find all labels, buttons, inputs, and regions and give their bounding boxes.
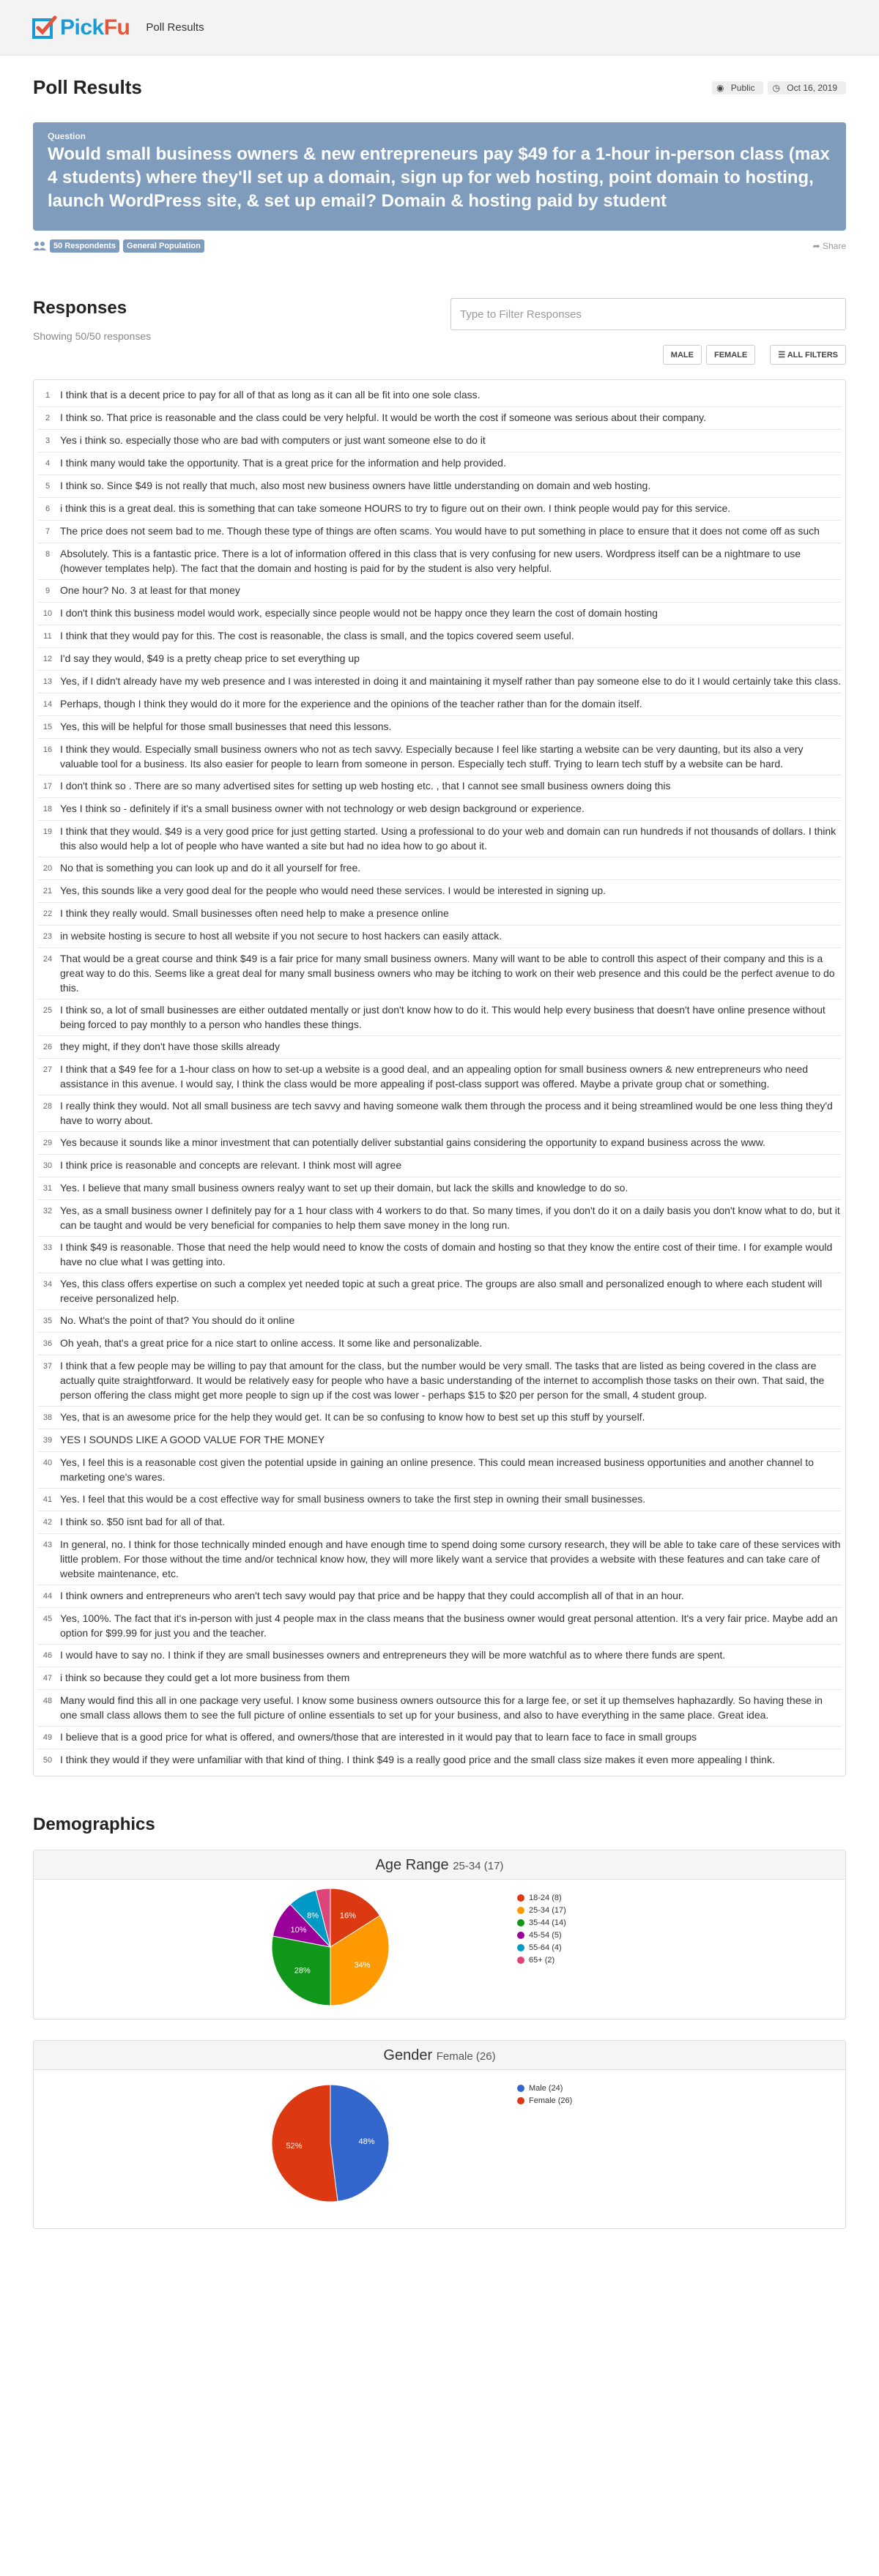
- response-number: 35: [42, 1317, 53, 1325]
- question-label: Question: [48, 131, 86, 141]
- response-number: 47: [42, 1674, 53, 1683]
- responses-list: [33, 379, 846, 1776]
- gender-panel: [33, 2040, 846, 2229]
- share-link[interactable]: ➦ Share: [812, 241, 846, 251]
- response-text: Yes, as a small business owner I definitely pay for a 1 hour class with 4 workers to do that. So many times, if you don't do it on a daily basis you don't know what to do, but it can be taught and would be very beneficial for companies to help them save money in the long run.: [60, 1205, 840, 1231]
- response-text: Absolutely. This is a fantastic price. There is a lot of information offered in this class that is very confusing for new users. Wordpress itself can be a nightmare to use (however templates help). The fact that the domain and hosting is paid for by the student is also very helpful.: [60, 548, 801, 574]
- response-item: [38, 1429, 841, 1452]
- response-text: Yes because it sounds like a minor investment that can potentially deliver substantial gains considering the opportunity to expand business across the www.: [60, 1136, 765, 1148]
- legend-swatch: [517, 1919, 524, 1927]
- response-text: in website hosting is secure to host all website if you not secure to host hackers can easily attack.: [60, 930, 502, 942]
- response-item: [38, 903, 841, 926]
- response-text: Yes, I feel this is a reasonable cost given the potential upside in gaining an online presence. This could mean increased business opportunities and another channel to marketing one's wares.: [60, 1456, 814, 1483]
- response-number: 4: [45, 459, 51, 468]
- legend-label: 55-64 (4): [529, 1943, 562, 1952]
- response-text: No that is something you can look up and do it all yourself for free.: [60, 862, 361, 874]
- response-number: 42: [42, 1518, 53, 1527]
- response-item: [38, 430, 841, 453]
- visibility-badge: ◉ Public: [712, 81, 764, 94]
- gender-pie-chart: [34, 2070, 845, 2228]
- legend-item[interactable]: [517, 1904, 566, 1916]
- response-text: Yes, this will be helpful for those small businesses that need this lessons.: [60, 721, 392, 732]
- response-number: 41: [42, 1495, 53, 1504]
- response-number: 12: [42, 655, 53, 663]
- response-number: 44: [42, 1592, 53, 1601]
- population-badge: General Population: [123, 239, 204, 253]
- response-number: 33: [42, 1243, 53, 1252]
- response-text: Perhaps, though I think they would do it more for the experience and the opinions of the teacher rather than for the domain itself.: [60, 698, 642, 710]
- legend-label: Male (24): [529, 2083, 563, 2093]
- legend-item[interactable]: [517, 1954, 566, 1966]
- response-text: I think they really would. Small businesses often need help to make a presence online: [60, 907, 449, 919]
- legend-label: 35-44 (14): [529, 1918, 566, 1927]
- pickfu-logo[interactable]: [32, 15, 130, 40]
- response-text: I think so. That price is reasonable and the class could be very helpful. It would be worth the cost if someone was serious about their company.: [60, 412, 706, 423]
- response-number: 16: [42, 745, 53, 754]
- response-text: Yes. I believe that many small business owners realyy want to set up their domain, but lack the skills and knowledge to do so.: [60, 1182, 628, 1194]
- response-text: i think this is a great deal. this is something that can take someone HOURS to try to figure out on their own. I think people would pay for this service.: [60, 502, 731, 514]
- response-text: I believe that is a good price for what is offered, and owners/those that are interested in it would pay that to learn face to face in small groups: [60, 1731, 697, 1743]
- filter-responses-input[interactable]: [450, 298, 846, 330]
- response-text: I think owners and entrepreneurs who aren't tech savy would pay that price and be happy that they could accomplish all of that in an hour.: [60, 1590, 684, 1601]
- logo-check-icon: [32, 15, 57, 40]
- pie-slice-label: 16%: [339, 1911, 356, 1921]
- female-filter-button[interactable]: FEMALE: [706, 345, 755, 365]
- response-item: [38, 498, 841, 521]
- filter-icon: ☰: [778, 351, 786, 360]
- response-item: [38, 1155, 841, 1177]
- response-text: Oh yeah, that's a great price for a nice start to online access. It some like and personalizable.: [60, 1337, 483, 1349]
- response-text: That would be a great course and think $49 is a fair price for many small business owners. Many will want to be able to controll this aspect of their company and this is a great way to do this. Seems like a great deal for many small business owners who may be itching to work on their web presence and this could be the perfect avenue to do this.: [60, 953, 835, 994]
- response-text: I think so, a lot of small businesses are either outdated mentally or just don't know how to do it. This would help every business that doesn't have online presence without being forced to pay monthly to a person who handles these things.: [60, 1004, 826, 1030]
- response-item: [38, 384, 841, 407]
- response-number: 21: [42, 887, 53, 896]
- response-item: [38, 1407, 841, 1429]
- response-number: 15: [42, 723, 53, 732]
- response-item: [38, 1534, 841, 1585]
- response-text: No. What's the point of that? You should do it online: [60, 1314, 295, 1326]
- response-text: I don't think so . There are so many advertised sites for setting up web hosting etc. , that I cannot see small business owners doing this: [60, 780, 671, 792]
- response-text: i think so because they could get a lot more business from them: [60, 1672, 350, 1683]
- date-badge: ◷ Oct 16, 2019: [768, 81, 846, 94]
- legend-item[interactable]: [517, 1929, 566, 1941]
- response-number: 14: [42, 700, 53, 709]
- response-text: I think that a few people may be willing to pay that amount for the class, but the number would be very small. The tasks that are listed as being covered in the class are actually quite straightforward. It would be relatively easy for people who have a basic understanding of the internet to accomplish those tasks on their own. That said, the person offering the class might get more people to sign up if the cost was lower - perhaps $15 to $20 per person for the small, 4 student group.: [60, 1360, 825, 1401]
- gender-legend: [517, 2082, 572, 2107]
- response-number: 46: [42, 1651, 53, 1660]
- response-text: I think that is a decent price to pay for all of that as long as it can all be fit into one sole class.: [60, 389, 481, 401]
- response-item: [38, 1177, 841, 1200]
- pie-slice-label: 48%: [358, 2137, 375, 2146]
- question-card: [33, 122, 846, 231]
- response-number: 7: [45, 527, 51, 536]
- response-text: I would have to say no. I think if they are small businesses owners and entrepreneurs they will be more watchful as to where there funds are spent.: [60, 1649, 726, 1661]
- response-text: I think that a $49 fee for a 1-hour class on how to set-up a website is a good deal, and an appealing option for small business owners & new entrepreneurs who need assistance in this avenue. I would say, I think the class would be more appealing if post-class support was offered. Maybe a private group chat or something.: [60, 1063, 809, 1090]
- response-number: 25: [42, 1006, 53, 1015]
- response-item: [38, 693, 841, 716]
- logo-wordmark: PickFu: [60, 15, 130, 40]
- response-text: The price does not seem bad to me. Though these type of things are often scams. You would have to put something in place to ensure that it does not come off as such: [60, 525, 820, 537]
- response-text: Yes. I feel that this would be a cost effective way for small business owners to take the first step in owning their small businesses.: [60, 1493, 646, 1505]
- response-item: [38, 1489, 841, 1511]
- response-item: [38, 1273, 841, 1310]
- response-number: 43: [42, 1541, 53, 1549]
- response-text: they might, if they don't have those skills already: [60, 1041, 280, 1052]
- response-text: Yes, 100%. The fact that it's in-person with just 4 people max in the class means that the business owner would great personal attention. It's a very fair price. Maybe add an option for $99.99 for just you and the teacher.: [60, 1612, 838, 1639]
- legend-label: 18-24 (8): [529, 1893, 562, 1902]
- response-number: 29: [42, 1139, 53, 1147]
- response-item: [38, 1132, 841, 1155]
- response-item: [38, 1059, 841, 1095]
- legend-swatch: [517, 1907, 524, 1914]
- legend-item[interactable]: [517, 2082, 572, 2094]
- response-text: Yes, this class offers expertise on such a complex yet needed topic at such a great price. The groups are also small and personalized enough to where each student will receive personalized help.: [60, 1278, 823, 1304]
- age-range-heading: Age Range 25-34 (17): [34, 1850, 845, 1880]
- response-text: I think they would. Especially small business owners who not as tech savvy. Especially because I feel like starting a website can be very daunting, but its also a very valuable tool for a business. Its also easier for people to learn from someone in person. Especially tech stuff. Trying to learn tech stuff by a website can be hard.: [60, 743, 804, 770]
- legend-label: 65+ (2): [529, 1955, 555, 1965]
- response-item: [38, 1310, 841, 1333]
- response-item: [38, 1727, 841, 1749]
- response-number: 34: [42, 1280, 53, 1289]
- response-item: [38, 926, 841, 948]
- response-number: 19: [42, 827, 53, 836]
- response-number: 37: [42, 1362, 53, 1371]
- response-item: [38, 798, 841, 821]
- response-text: Yes I think so - definitely if it's a small business owner with not technology or web design background or experience.: [60, 803, 585, 814]
- response-text: YES I SOUNDS LIKE A GOOD VALUE FOR THE MONEY: [60, 1434, 325, 1445]
- response-number: 5: [45, 482, 51, 491]
- gender-heading: Gender Female (26): [34, 2041, 845, 2070]
- response-number: 50: [42, 1756, 53, 1765]
- response-number: 2: [45, 414, 51, 422]
- response-number: 28: [42, 1102, 53, 1111]
- response-item: [38, 775, 841, 798]
- page-title: Poll Results: [33, 76, 142, 98]
- response-number: 26: [42, 1043, 53, 1051]
- response-number: 20: [42, 864, 53, 873]
- response-item: [38, 1200, 841, 1237]
- age-range-legend: [517, 1891, 566, 1966]
- responses-title: Responses: [33, 298, 127, 318]
- legend-item[interactable]: [517, 1891, 566, 1904]
- legend-swatch: [517, 1894, 524, 1902]
- response-text: Many would find this all in one package very useful. I know some business owners outsource this for a large fee, or set it up themselves haphazardly. So having these in one small class allows them to see the full picture of online essentials to set up for your business, and also to have everything in the same place. Great idea.: [60, 1694, 823, 1721]
- response-item: [38, 1645, 841, 1667]
- users-icon: [33, 241, 46, 251]
- response-item: [38, 880, 841, 903]
- response-item: [38, 1667, 841, 1690]
- response-item: [38, 1095, 841, 1132]
- response-text: Yes i think so. especially those who are bad with computers or just want someone else to do it: [60, 434, 486, 446]
- response-number: 10: [42, 609, 53, 618]
- response-number: 18: [42, 805, 53, 814]
- top-bar: [0, 0, 879, 56]
- responses-count: Showing 50/50 responses: [33, 330, 152, 342]
- response-item: [38, 407, 841, 430]
- response-number: 8: [45, 550, 51, 559]
- response-item: [38, 1036, 841, 1059]
- response-item: [38, 1355, 841, 1407]
- age-range-pie-chart: [34, 1880, 845, 2019]
- legend-swatch: [517, 2097, 524, 2104]
- response-number: 36: [42, 1339, 53, 1348]
- response-text: I think $49 is reasonable. Those that need the help would need to know the costs of domain and hosting so that they know the entire cost of their time. I for example would have no clue what I was getting into.: [60, 1241, 833, 1267]
- respondents-badge: 50 Respondents: [50, 239, 119, 253]
- response-item: [38, 1452, 841, 1489]
- response-number: 39: [42, 1436, 53, 1445]
- all-filters-button[interactable]: ☰ ALL FILTERS: [770, 345, 846, 365]
- legend-label: 45-54 (5): [529, 1930, 562, 1940]
- pie-slice-label: 8%: [307, 1911, 319, 1921]
- legend-swatch: [517, 2085, 524, 2092]
- response-number: 3: [45, 436, 51, 445]
- response-text: Yes, that is an awesome price for the help they would get. It can be so confusing to know how to best set up this stuff by yourself.: [60, 1411, 645, 1423]
- response-text: I think so. Since $49 is not really that much, also most new business owners have little understanding on domain and web hosting.: [60, 480, 651, 491]
- response-item: [38, 821, 841, 857]
- response-text: I really think they would. Not all small business are tech savvy and having someone walk them through the process and it being streamlined would be one less thing they'd have to worry about.: [60, 1100, 833, 1126]
- response-text: I'd say they would, $49 is a pretty cheap price to set everything up: [60, 652, 360, 664]
- response-text: I think so. $50 isnt bad for all of that.: [60, 1516, 225, 1527]
- topbar-title: Poll Results: [146, 21, 204, 34]
- response-item: [38, 543, 841, 580]
- response-text: In general, no. I think for those technically minded enough and have enough time to spend doing some cursory research, they will be able to take care of these services with little problem. For those without the time and/or technical know how, they will more likely want a service that provides a website with these features and can take care of website maintenance, etc.: [60, 1538, 841, 1579]
- response-item: [38, 1608, 841, 1645]
- response-item: [38, 1237, 841, 1273]
- pie-slice-female[interactable]: [272, 2085, 338, 2202]
- pie-slice-label: 28%: [294, 1966, 311, 1976]
- response-number: 22: [42, 909, 53, 918]
- response-item: [38, 521, 841, 543]
- response-item: [38, 948, 841, 999]
- response-item: [38, 475, 841, 498]
- legend-item[interactable]: [517, 1916, 566, 1929]
- response-item: [38, 603, 841, 625]
- response-item: [38, 648, 841, 671]
- response-number: 13: [42, 677, 53, 686]
- response-item: [38, 999, 841, 1036]
- question-text: Would small business owners & new entrepreneurs pay $49 for a 1-hour in-person class (max 4 students) where they'll set up a domain, sign up for web hosting, point domain to hosting, launch WordPress site, & set up email? Domain & hosting paid by student: [48, 144, 830, 211]
- pie-slice-label: 10%: [290, 1926, 307, 1935]
- response-item: [38, 857, 841, 880]
- response-number: 31: [42, 1184, 53, 1193]
- response-item: [38, 625, 841, 648]
- response-number: 27: [42, 1065, 53, 1074]
- response-number: 17: [42, 782, 53, 791]
- response-item: [38, 1690, 841, 1727]
- response-number: 32: [42, 1207, 53, 1216]
- response-item: [38, 671, 841, 693]
- response-text: I don't think this business model would work, especially since people would not be happy once they learn the cost of domain hosting: [60, 607, 658, 619]
- legend-label: Female (26): [529, 2096, 573, 2105]
- response-text: Yes, this sounds like a very good deal for the people who would need these services. I would be interested in signing up.: [60, 885, 607, 896]
- pie-slice-label: 52%: [286, 2142, 303, 2151]
- response-text: I think price is reasonable and concepts are relevant. I think most will agree: [60, 1159, 402, 1171]
- legend-item[interactable]: [517, 2094, 572, 2107]
- response-text: Yes, if I didn't already have my web presence and I was interested in doing it and maintaining it myself rather than pay someone else to do it I would certainly take this class.: [60, 675, 841, 687]
- response-number: 24: [42, 955, 53, 964]
- response-number: 49: [42, 1733, 53, 1742]
- legend-label: 25-34 (17): [529, 1905, 566, 1915]
- response-number: 38: [42, 1413, 53, 1422]
- response-number: 1: [45, 391, 51, 400]
- response-number: 30: [42, 1161, 53, 1170]
- response-item: [38, 1749, 841, 1771]
- response-item: [38, 739, 841, 775]
- response-number: 48: [42, 1697, 53, 1705]
- age-range-panel: [33, 1850, 846, 2020]
- legend-swatch: [517, 1944, 524, 1951]
- legend-swatch: [517, 1932, 524, 1939]
- response-item: [38, 1585, 841, 1608]
- response-text: I think they would if they were unfamiliar with that kind of thing. I think $49 is a really good price and the small class size makes it even more appealing I think.: [60, 1754, 775, 1765]
- response-number: 45: [42, 1615, 53, 1623]
- male-filter-button[interactable]: MALE: [663, 345, 702, 365]
- response-item: [38, 1511, 841, 1534]
- response-item: [38, 716, 841, 739]
- legend-swatch: [517, 1957, 524, 1964]
- response-number: 6: [45, 505, 51, 513]
- response-text: One hour? No. 3 at least for that money: [60, 584, 240, 596]
- response-number: 9: [45, 587, 51, 595]
- response-text: I think that they would. $49 is a very good price for just getting started. Using a professional to do your web and domain can run hundreds if not thousands of dollars. I think this also would help a lot of people who have wanted a site but had no idea how to go about it.: [60, 825, 837, 852]
- response-text: I think that they would pay for this. The cost is reasonable, the class is small, and the topics covered seem useful.: [60, 630, 574, 641]
- response-item: [38, 453, 841, 475]
- response-number: 11: [43, 632, 52, 641]
- demographics-title: Demographics: [33, 1814, 155, 1834]
- response-number: 23: [42, 932, 53, 941]
- response-item: [38, 580, 841, 603]
- pie-slice-label: 34%: [354, 1960, 371, 1970]
- response-item: [38, 1333, 841, 1355]
- response-number: 40: [42, 1459, 53, 1467]
- response-text: I think many would take the opportunity. That is a great price for the information and help provided.: [60, 457, 506, 469]
- legend-item[interactable]: [517, 1941, 566, 1954]
